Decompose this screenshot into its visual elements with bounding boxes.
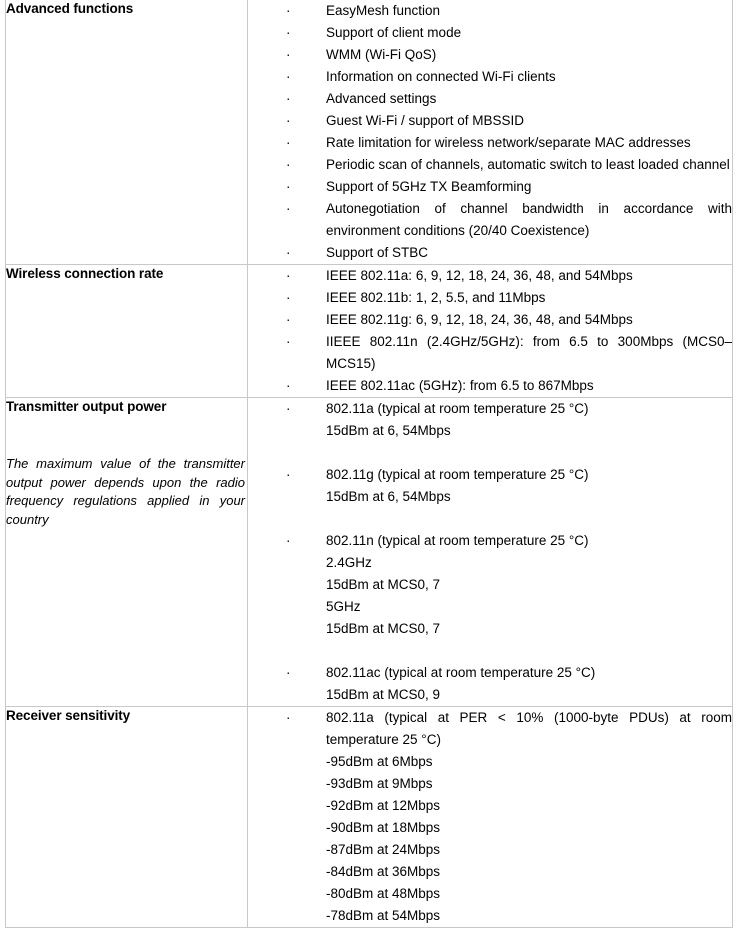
- row-label-cell: [6, 398, 248, 707]
- bullet-subline: -95dBm at 6Mbps: [326, 754, 433, 769]
- table-row: [6, 0, 733, 265]
- bullet-item: [248, 44, 732, 66]
- bullet-text: IIEEE 802.11n (2.4GHz/5GHz): from 6.5 to 300Mbps (MCS0–MCS15): [326, 334, 732, 371]
- bullet-item: [248, 398, 732, 442]
- bullet-item: [248, 242, 732, 264]
- bullet-item: [248, 309, 732, 331]
- row-note-transmitter-output-power: The maximum value of the transmitter output power depends upon the radio frequency regulations applied in your country: [6, 456, 245, 527]
- bullet-text: 802.11g (typical at room temperature 25 °C): [326, 467, 589, 482]
- table-row: [6, 707, 733, 928]
- row-label-cell: [6, 707, 248, 928]
- row-label-receiver-sensitivity: Receiver sensitivity: [6, 708, 131, 723]
- bullet-text: IEEE 802.11g: 6, 9, 12, 18, 24, 36, 48, and 54Mbps: [326, 312, 633, 327]
- bullet-text: Autonegotiation of channel bandwidth in accordance with environment conditions (20/40 Coexistence): [326, 201, 732, 238]
- bullet-subline: -87dBm at 24Mbps: [326, 842, 441, 857]
- bullet-text: IEEE 802.11b: 1, 2, 5.5, and 11Mbps: [326, 290, 546, 305]
- bullet-text: Support of STBC: [326, 245, 429, 260]
- bullet-text: Support of client mode: [326, 25, 462, 40]
- bullet-subline: -80dBm at 48Mbps: [326, 886, 441, 901]
- bullet-text: Information on connected Wi-Fi clients: [326, 69, 556, 84]
- bullet-subline: 15dBm at 6, 54Mbps: [326, 489, 451, 504]
- bullet-list: [248, 0, 732, 264]
- bullet-item: [248, 198, 732, 242]
- bullet-item: [248, 375, 732, 397]
- row-value-cell: [248, 707, 733, 928]
- bullet-text: IEEE 802.11a: 6, 9, 12, 18, 24, 36, 48, and 54Mbps: [326, 268, 633, 283]
- bullet-text: EasyMesh function: [326, 3, 441, 18]
- bullet-item: [248, 0, 732, 22]
- bullet-text: Support of 5GHz TX Beamforming: [326, 179, 532, 194]
- bullet-subline: -90dBm at 18Mbps: [326, 820, 441, 835]
- bullet-item: [248, 265, 732, 287]
- bullet-item: [248, 66, 732, 88]
- bullet-text: 802.11ac (typical at room temperature 25 °C): [326, 665, 596, 680]
- bullet-item: [248, 132, 732, 154]
- bullet-item: [248, 662, 732, 706]
- bullet-text: Periodic scan of channels, automatic switch to least loaded channel: [326, 157, 730, 172]
- bullet-list: [248, 707, 732, 927]
- bullet-item: [248, 176, 732, 198]
- bullet-list: [248, 398, 732, 706]
- bullet-text: WMM (Wi-Fi QoS): [326, 47, 437, 62]
- row-label-transmitter-output-power: Transmitter output power: [6, 399, 167, 414]
- bullet-subline: 2.4GHz: [326, 555, 372, 570]
- bullet-text: 802.11n (typical at room temperature 25 °C): [326, 533, 589, 548]
- bullet-item: [248, 287, 732, 309]
- bullet-item: [248, 530, 732, 640]
- bullet-subline: 15dBm at 6, 54Mbps: [326, 423, 451, 438]
- bullet-subline: -78dBm at 54Mbps: [326, 908, 441, 923]
- row-label-wireless-connection-rate: Wireless connection rate: [6, 266, 164, 281]
- bullet-text: IEEE 802.11ac (5GHz): from 6.5 to 867Mbps: [326, 378, 594, 393]
- bullet-item: [248, 331, 732, 375]
- bullet-subline: -92dBm at 12Mbps: [326, 798, 441, 813]
- row-value-cell: [248, 398, 733, 707]
- bullet-text: Rate limitation for wireless network/separate MAC addresses: [326, 135, 691, 150]
- bullet-item: [248, 88, 732, 110]
- bullet-item: [248, 154, 732, 176]
- bullet-item: [248, 110, 732, 132]
- bullet-item: [248, 707, 732, 927]
- bullet-item: [248, 464, 732, 508]
- table-row: [6, 398, 733, 707]
- row-label-cell: [6, 265, 248, 398]
- bullet-subline: 15dBm at MCS0, 9: [326, 687, 441, 702]
- bullet-text: Advanced settings: [326, 91, 437, 106]
- specifications-table: [5, 0, 733, 928]
- bullet-subline: 5GHz: [326, 599, 361, 614]
- bullet-item: [248, 22, 732, 44]
- table-body: [6, 0, 733, 928]
- bullet-text: 802.11a (typical at room temperature 25 °C): [326, 401, 589, 416]
- bullet-list: [248, 265, 732, 397]
- row-value-cell: [248, 0, 733, 265]
- bullet-subline: -84dBm at 36Mbps: [326, 864, 441, 879]
- row-label-advanced-functions: Advanced functions: [6, 1, 134, 16]
- bullet-subline: 15dBm at MCS0, 7: [326, 577, 441, 592]
- bullet-text: Guest Wi-Fi / support of MBSSID: [326, 113, 525, 128]
- table-row: [6, 265, 733, 398]
- row-label-cell: [6, 0, 248, 265]
- bullet-text: 802.11a (typical at PER < 10% (1000-byte PDUs) at room temperature 25 °C): [326, 710, 732, 747]
- bullet-subline: 15dBm at MCS0, 7: [326, 621, 441, 636]
- bullet-subline: -93dBm at 9Mbps: [326, 776, 433, 791]
- row-value-cell: [248, 265, 733, 398]
